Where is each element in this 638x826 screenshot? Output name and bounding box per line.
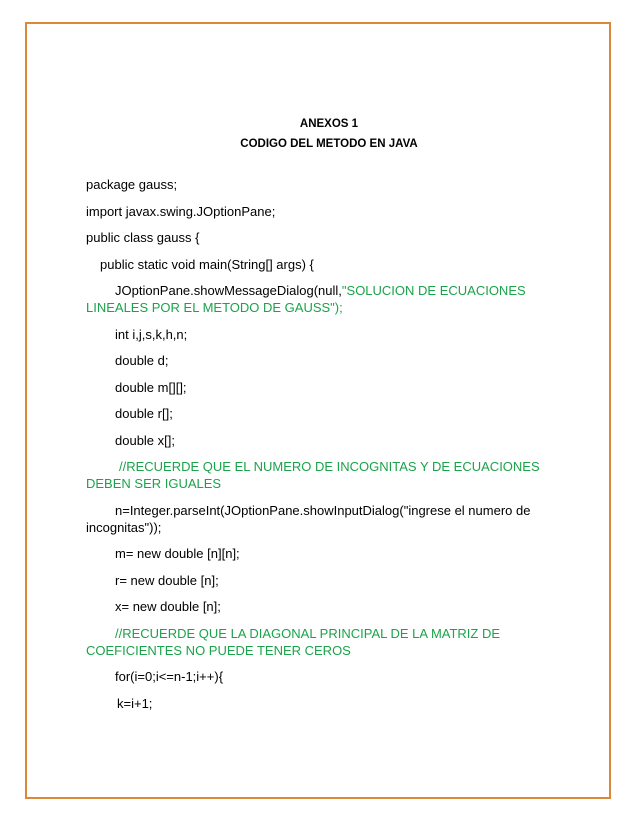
code-text: public class gauss {	[86, 230, 200, 245]
code-line	[86, 229, 576, 246]
code-text: import javax.swing.JOptionPane;	[86, 203, 276, 219]
code-line	[86, 502, 576, 536]
code-line	[86, 668, 576, 685]
code-line	[86, 572, 576, 589]
code-line	[86, 352, 576, 369]
code-listing	[86, 176, 576, 721]
code-text: int i,j,s,k,h,n;	[115, 326, 188, 342]
code-text: double x[];	[115, 432, 175, 448]
code-line	[86, 695, 576, 712]
annex-title: ANEXOS 1	[299, 118, 359, 130]
code-text: JOptionPane.showMessageDialog(null,	[115, 283, 342, 298]
code-line	[86, 625, 576, 659]
code-text: r= new double [n];	[115, 572, 219, 588]
code-text: m= new double [n][n];	[115, 546, 240, 561]
annex-subtitle: CODIGO DEL METODO EN JAVA	[240, 138, 418, 150]
code-text: double r[];	[115, 406, 173, 421]
code-line	[86, 203, 576, 220]
code-line	[86, 256, 576, 273]
code-line	[86, 379, 576, 396]
code-line	[86, 598, 576, 615]
code-line	[86, 432, 576, 449]
code-line	[86, 458, 576, 492]
code-line	[86, 176, 576, 193]
code-comment-text: //RECUERDE QUE LA DIAGONAL PRINCIPAL DE LA MATRIZ DE COEFICIENTES NO PUEDE TENER CEROS	[86, 625, 504, 658]
code-line	[86, 326, 576, 343]
code-line	[86, 282, 576, 316]
code-line	[86, 545, 576, 562]
code-line	[86, 405, 576, 422]
code-text: k=i+1;	[117, 695, 153, 711]
code-text: double d;	[115, 353, 169, 368]
code-text: x= new double [n];	[115, 599, 221, 614]
code-comment-text: //RECUERDE QUE EL NUMERO DE INCOGNITAS Y DE ECUACIONES DEBEN SER IGUALES	[86, 459, 544, 491]
code-text: package gauss;	[86, 177, 178, 192]
code-text: for(i=0;i<=n-1;i++){	[115, 669, 224, 684]
code-text: double m[][];	[115, 379, 187, 395]
code-text: public static void main(String[] args) {	[100, 256, 314, 272]
code-comment-text: "SOLUCION DE ECUACIONES LINEALES POR EL METODO DE GAUSS");	[86, 283, 530, 315]
code-text: n=Integer.parseInt(JOptionPane.showInputDialog("ingrese el numero de incognitas"));	[86, 502, 535, 535]
